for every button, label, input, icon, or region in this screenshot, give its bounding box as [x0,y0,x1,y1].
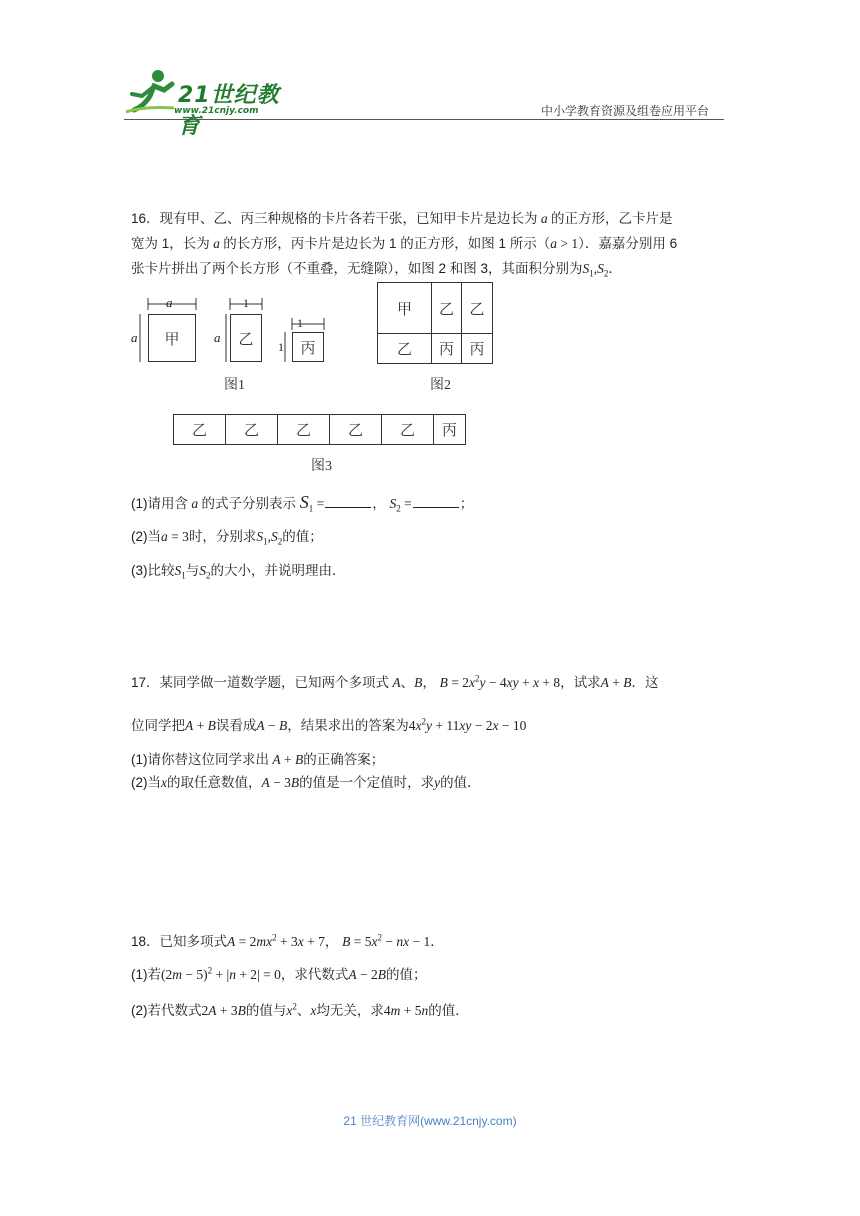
fig1-one-width-label: 1 [243,296,249,310]
fig2-cell: 乙 [461,282,493,334]
logo-url: www.21cnjy.com [174,106,259,116]
q17-line2: 位同学把A + B误看成A − B，结果求出的答案为$4x^2y + 11xy - 2x - 10$ [131,716,527,733]
fig3-cell: 乙 [381,414,434,445]
logo-text: 21世纪教育 [178,83,280,139]
fig3-cell: 乙 [173,414,226,445]
q16-line1: 16．现有甲、乙、丙三种规格的卡片各若干张，已知甲卡片是边长为 a 的正方形，乙卡片是 [131,211,673,226]
logo-runner-icon [124,66,178,116]
fig3-cell: 丙 [433,414,466,445]
q16-line3: 张卡片拼出了两个长方形（不重叠，无缝隙），如图 2 和图 3，其面积分别为$S_1,S_2$． [131,261,622,279]
fig1-one-bing-height-label: 1 [278,340,284,354]
q18-sub2: (2)若代数式2A + 3B的值与$x^2$、x均无关，求4m + 5n的值． [131,1001,469,1018]
q16-sub1: (1)请用含 a 的式子分别表示 $S_1$ = ， $S_2$ = ； [131,492,474,514]
fig2-cell: 丙 [461,333,493,364]
q18-line1: 18．已知多项式$A = 2mx^2 + 3x + 7$， $B = 5x^2$ − nx − 1． [131,932,444,949]
q17-line1: 17．某同学做一道数学题，已知两个多项式 A、B， $B = 2x^2y - 4xy + x + 8$，试求A + B．这 [131,673,659,690]
fig1-a-yi-label: a [214,330,221,345]
fig3-cell: 乙 [277,414,330,445]
fig3-cell: 乙 [329,414,382,445]
fig1-a-height-label: a [131,330,138,345]
header-rule [124,119,724,120]
fig1-one-bing-label: 1 [297,316,303,330]
fig1-caption: 图1 [224,378,245,393]
header-logo [124,66,294,139]
fig2-caption: 图2 [430,378,451,393]
q17-sub2: (2)当x的取任意数值，A − 3B的值是一个定值时，求y的值． [131,775,481,790]
platform-name: 中小学教育资源及组卷应用平台 [541,104,710,118]
fig1-card-jia: 甲 [148,314,196,362]
q16-line2: 宽为 1，长为 a 的长方形，丙卡片是边长为 1 的正方形，如图 1 所示（a > 1）．嘉嘉分别用 6 [131,236,678,251]
q17-sub1: (1)请你替这位同学求出 A + B的正确答案； [131,752,385,767]
fig1-a-width-label: a [166,295,173,310]
q16-sub2: (2)当a = 3时，分别求$S_1,S_2$的值； [131,529,323,547]
fig2-cell: 甲 [377,282,432,334]
fig2-cell: 丙 [431,333,462,364]
fig2-cell: 乙 [377,333,432,364]
fig3-caption: 图3 [311,459,332,474]
fig3-cell: 乙 [225,414,278,445]
fig1-card-bing: 丙 [292,332,324,362]
q18-sub1: (1)若$(2m - 5)^2 + |n + 2| = 0$，求代数式A − 2B的值； [131,965,427,982]
footer-text: 21 世纪教育网(www.21cnjy.com) [343,1114,517,1128]
q16-sub3: (3)比较$S_1$与$S_2$的大小，并说明理由． [131,563,346,581]
fig1-card-yi: 乙 [230,314,262,362]
fig2-cell: 乙 [431,282,462,334]
